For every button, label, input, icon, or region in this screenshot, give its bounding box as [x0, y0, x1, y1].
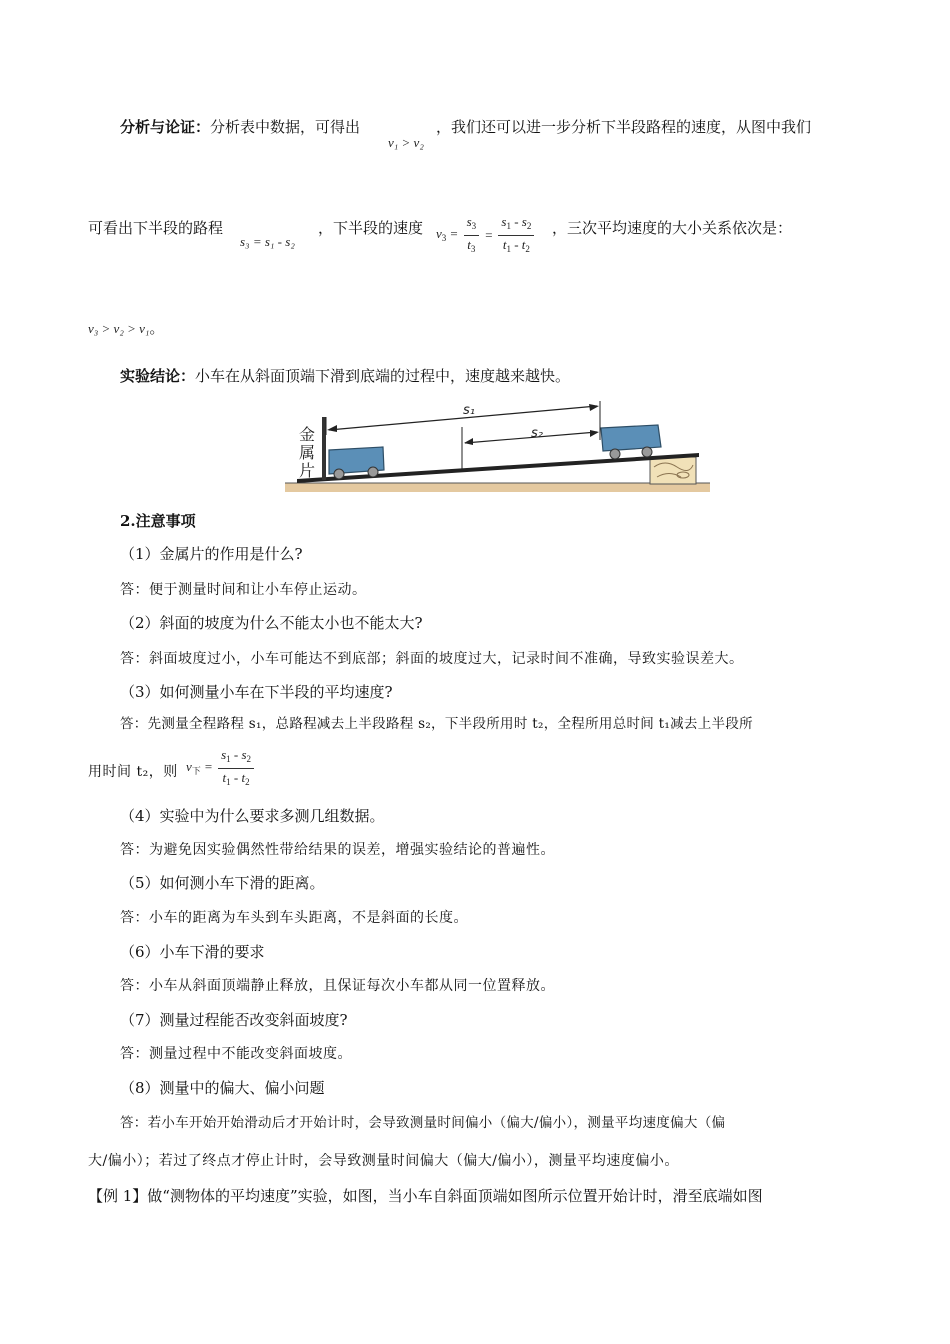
analysis-line-2c: ，三次平均速度的大小关系依次是：	[552, 219, 793, 237]
answer-2: 答：斜面坡度过小，小车可能达不到底部；斜面的坡度过大，记录时间不准确，导致实验误差大。	[120, 651, 744, 667]
analysis-line-3	[88, 318, 164, 339]
conclusion-label: 实验结论：	[120, 367, 196, 385]
analysis-line-1	[120, 117, 360, 137]
metal-plate	[322, 417, 326, 480]
formula-s3: s₃ = s₁ - s₂	[240, 234, 295, 249]
analysis-line-2a: 可看出下半段的路程	[88, 219, 224, 237]
formula-final-relation: v₃ > v₂ > v₁	[88, 321, 150, 336]
formula-v-lower-half: $v_下$ = $\frac{s_1 - s_2}{t_1 - t_2}$	[186, 747, 256, 790]
notes-heading: 2.注意事项	[120, 512, 196, 530]
cart-start	[329, 447, 384, 479]
fraction-lower-half: $\frac{s_1 - s_2}{t_1 - t_2}$	[218, 747, 254, 790]
analysis-text-2: ，我们还可以进一步分析下半段路程的速度，从图中我们	[436, 118, 812, 136]
metal-label-1: 金	[299, 425, 316, 444]
answer-1: 答：便于测量时间和让小车停止运动。	[120, 582, 367, 598]
formula-v1-gt-v2: v₁ > v₂	[388, 135, 424, 150]
fraction-s1s2-t1t2: $\frac{s_1 - s_2}{t_1 - t_2}$	[498, 214, 534, 257]
answer-8-line-1: 答：若小车开始开始滑动后才开始计时，会导致测量时间偏小（偏大/偏小），测量平均速度偏大（偏	[120, 1115, 726, 1131]
ground	[285, 483, 710, 492]
answer-3-line-1: 答：先测量全程路程 s₁，总路程减去上半段路程 s₂，下半段所用时 t₂，全程所用总时间 t₁减去上半段所	[120, 716, 753, 732]
answer-4: 答：为避免因实验偶然性带给结果的误差，增强实验结论的普遍性。	[120, 842, 555, 858]
answer-3-text: 用时间 t₂，则	[88, 764, 178, 780]
question-7: （7）测量过程能否改变斜面坡度?	[120, 1011, 348, 1029]
answer-5: 答：小车的距离为车头到车头距离，不是斜面的长度。	[120, 910, 468, 926]
end-mark: 。	[149, 319, 165, 337]
answer-7: 答：测量过程中不能改变斜面坡度。	[120, 1046, 352, 1062]
incline-figure	[285, 395, 710, 500]
question-5: （5）如何测小车下滑的距离。	[120, 874, 325, 892]
answer-6: 答：小车从斜面顶端静止释放，且保证每次小车都从同一位置释放。	[120, 978, 555, 994]
conclusion-text: 小车在从斜面顶端下滑到底端的过程中，速度越来越快。	[195, 367, 571, 385]
answer-3-line-2	[88, 762, 178, 782]
metal-label-3: 片	[299, 461, 316, 480]
metal-label-2: 属	[299, 443, 316, 462]
cart-end	[601, 425, 661, 459]
question-1: （1）金属片的作用是什么?	[120, 545, 303, 563]
conclusion-line	[120, 366, 570, 386]
question-3: （3）如何测量小车在下半段的平均速度?	[120, 683, 393, 701]
analysis-label: 分析与论证：	[120, 118, 211, 136]
question-8: （8）测量中的偏大、偏小问题	[120, 1079, 325, 1097]
question-6: （6）小车下滑的要求	[120, 943, 265, 961]
formula-v3: $v_3$ = $\frac{s_3}{t_3}$ = $\frac{s_1 - s_2}{t_1 - t_2}$	[436, 214, 536, 257]
question-4: （4）实验中为什么要求多测几组数据。	[120, 807, 385, 825]
question-2: （2）斜面的坡度为什么不能太小也不能太大?	[120, 614, 423, 632]
wood-block	[650, 457, 696, 484]
answer-8-line-2: 大/偏小）；若过了终点才停止计时，会导致测量时间偏大（偏大/偏小），测量平均速度偏小。	[88, 1153, 679, 1169]
analysis-line-2b: ，下半段的速度	[318, 219, 424, 237]
s2-label: s₂	[531, 426, 543, 441]
fraction-s3-t3: $\frac{s_3}{t_3}$	[464, 214, 480, 257]
example-1: 【例 1】做“测物体的平均速度”实验，如图，当小车自斜面顶端如图所示位置开始计时，滑至底端如图	[88, 1187, 763, 1205]
analysis-text-1: 分析表中数据，可得出	[210, 118, 361, 136]
s1-label: s₁	[463, 403, 475, 418]
